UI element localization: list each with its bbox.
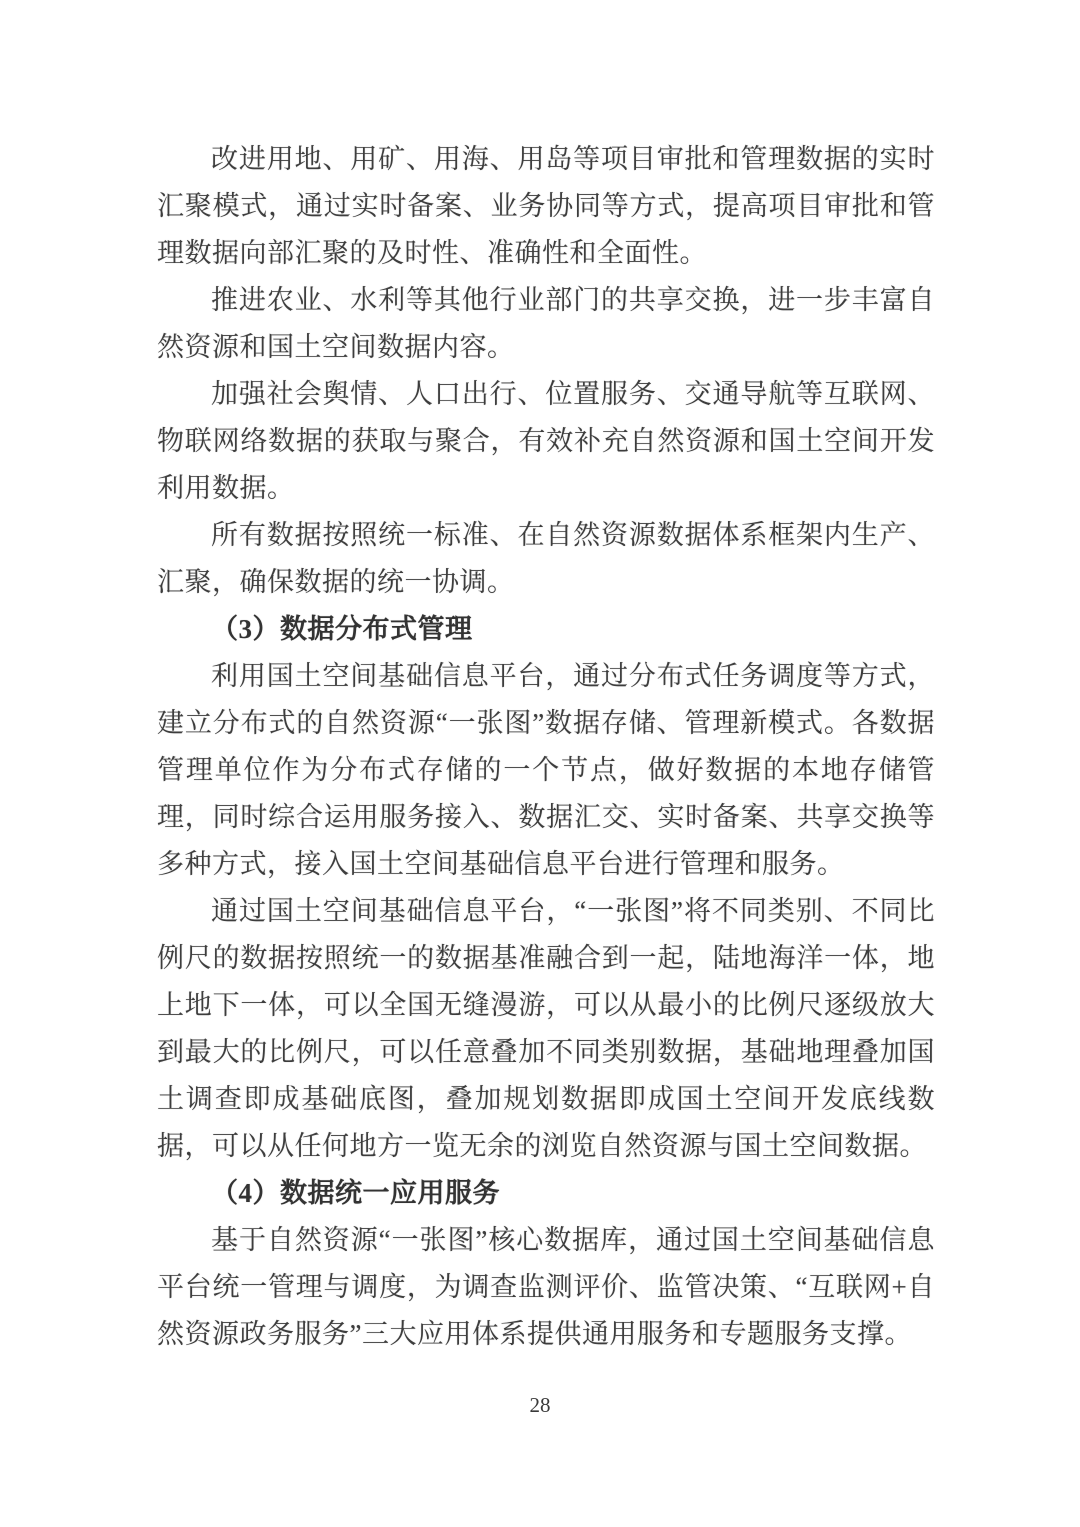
body-paragraph: 所有数据按照统一标准、在自然资源数据体系框架内生产、汇聚，确保数据的统一协调。 [157, 520, 935, 597]
body-paragraph: 利用国土空间基础信息平台，通过分布式任务调度等方式，建立分布式的自然资源“一张图”数据存储、管理新模式。各数据管理单位作为分布式存储的一个节点，做好数据的本地存储管理，同时综合运用服务接入、数据汇交、实时备案、共享交换等多种方式，接入国土空间基础信息平台进行管理和服务。 [157, 661, 935, 879]
page-number: 28 [529, 1393, 551, 1417]
body-paragraph: 改进用地、用矿、用海、用岛等项目审批和管理数据的实时汇聚模式，通过实时备案、业务协同等方式，提高项目审批和管理数据向部汇聚的及时性、准确性和全面性。 [157, 144, 935, 268]
body-paragraph: 通过国土空间基础信息平台，“一张图”将不同类别、不同比例尺的数据按照统一的数据基准融合到一起，陆地海洋一体，地上地下一体，可以全国无缝漫游，可以从最小的比例尺逐级放大到最大的比例尺，可以任意叠加不同类别数据，基础地理叠加国土调查即成基础底图，叠加规划数据即成国土空间开发底线数据，可以从任何地方一览无余的浏览自然资源与国土空间数据。 [157, 896, 935, 1161]
body-paragraph: 推进农业、水利等其他行业部门的共享交换，进一步丰富自然资源和国土空间数据内容。 [157, 285, 935, 362]
body-paragraph: 加强社会舆情、人口出行、位置服务、交通导航等互联网、物联网络数据的获取与聚合，有效补充自然资源和国土空间开发利用数据。 [157, 379, 935, 503]
body-paragraph: 基于自然资源“一张图”核心数据库，通过国土空间基础信息平台统一管理与调度，为调查监测评价、监管决策、“互联网+自然资源政务服务”三大应用体系提供通用服务和专题服务支撑。 [157, 1225, 935, 1349]
section-heading: （4）数据统一应用服务 [211, 1178, 500, 1208]
section-heading: （3）数据分布式管理 [211, 614, 473, 644]
document-body-text [157, 136, 935, 1358]
